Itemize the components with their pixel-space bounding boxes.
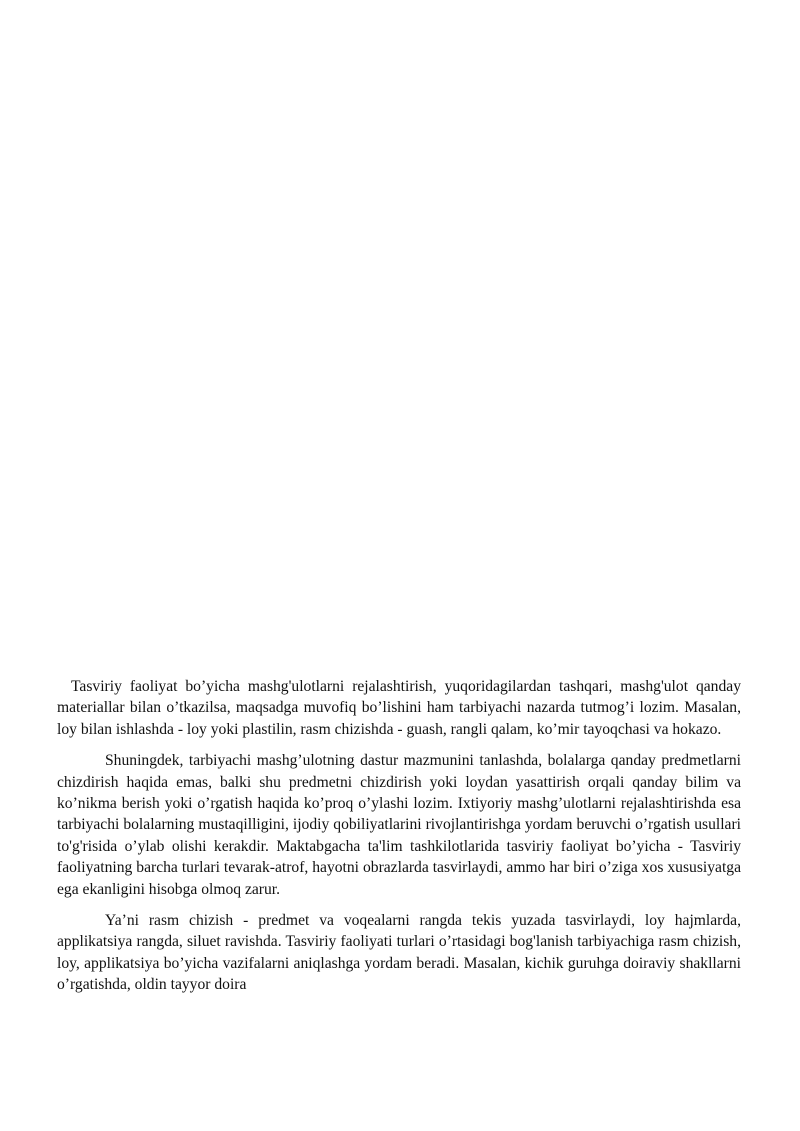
paragraph-2: Shuningdek, tarbiyachi mashg’ulotning dastur mazmunini tanlashda, bolalarga qanday predmetlarni chizdirish haqida emas, balki shu predmetni chizdirish yoki loydan yasattirish orqali qanday bilim va ko’nikma berish yoki o’rgatish haqida ko’proq o’ylashi lozim. Ixtiyoriy mashg’ulotlarni rejalashtirishda esa tarbiyachi bolalarning mustaqilligini, ijodiy qobiliyatlarini rivojlantirishga yordam beruvchi o’rgatish usullari to'g'risida o’ylab olishi kerakdir. Maktabgacha ta'lim tashkilotlarida tasviriy faoliyat bo’yicha - Tasviriy faoliyatning barcha turlari tevarak-atrof, hayotni obrazlarda tasvirlaydi, ammo har biri o’ziga xos xususiyatga ega ekanligini hisobga olmoq zarur. [57, 752, 741, 898]
paragraph-1: Tasviriy faoliyat bo’yicha mashg'ulotlarni rejalashtirish, yuqoridagilardan tashqari, mashg'ulot qanday materiallar bilan o’tkazilsa, maqsadga muvofiq bo’lishini ham tarbiyachi nazarda tutmog’i lozim. Masalan, loy bilan ishlashda - loy yoki plastilin, rasm chizishda - guash, rangli qalam, ko’mir tayoqchasi va hokazo. [57, 678, 741, 738]
document-text-body [57, 676, 741, 1006]
paragraph-3: Ya’ni rasm chizish - predmet va voqealarni rangda tekis yuzada tasvirlaydi, loy hajmlarda, applikatsiya rangda, siluet ravishda. Tasviriy faoliyati turlari o’rtasidagi bog'lanish tarbiyachiga rasm chizish, loy, applikatsiya bo’yicha vazifalarni aniqlashga yordam beradi. Masalan, kichik guruhga doiraviy shakllarni o’rgatishda, oldin tayyor doira [57, 912, 741, 994]
